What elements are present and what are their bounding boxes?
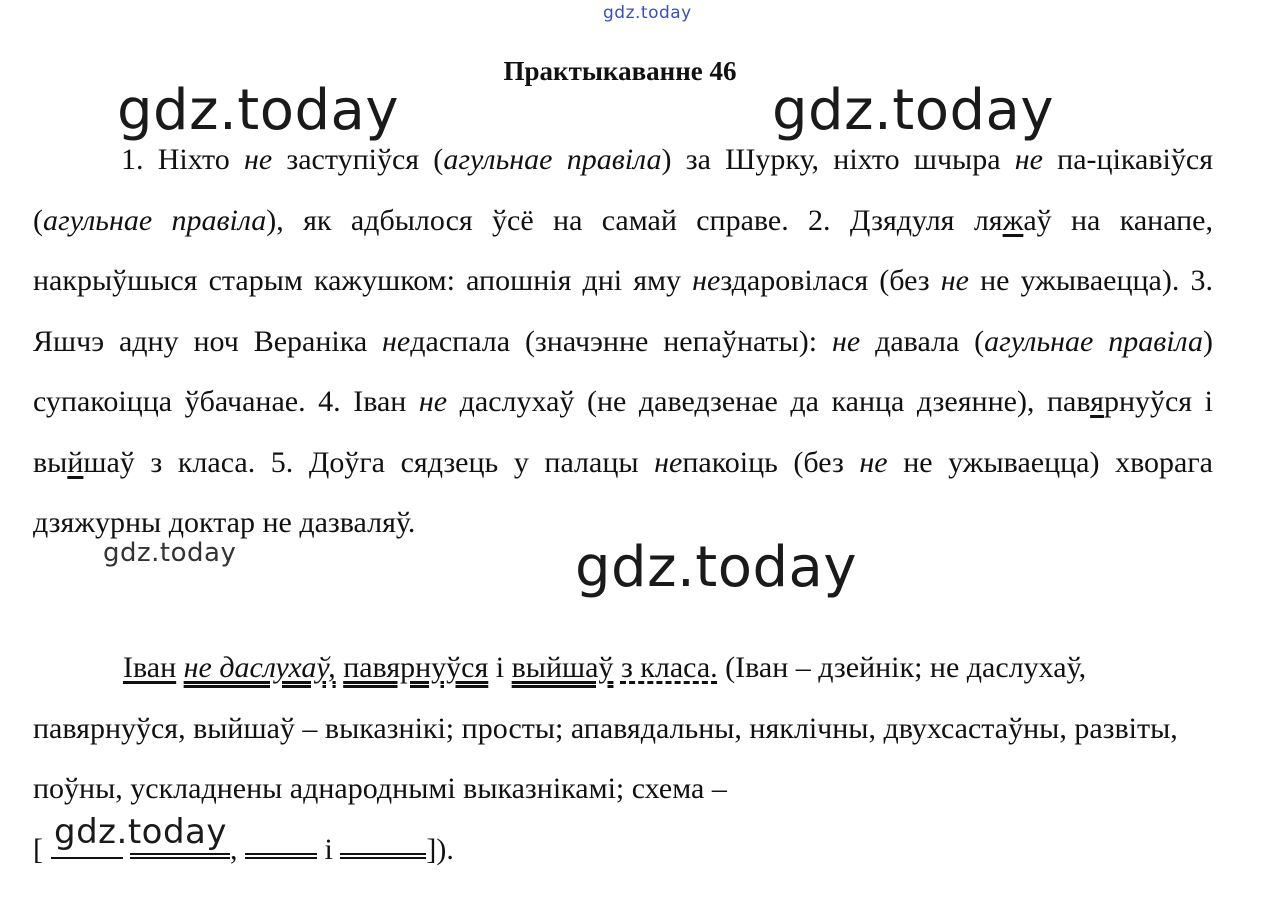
watermark-top: gdz.today <box>603 3 692 23</box>
scheme: [ , і ]). <box>33 832 454 866</box>
watermark-1: gdz.today <box>117 78 400 143</box>
watermark-3: gdz.today <box>103 538 237 568</box>
watermark-5: gdz.today <box>54 812 227 852</box>
watermark-2: gdz.today <box>772 78 1055 143</box>
exercise-paragraph-2: Іван не даслухаў, павярнуўся і выйшаў з класа. (Іван – дзейнік; не даслухаў, павярнуўся, выйшаў – выказнікі; просты; апавядальны, няклічны, двухсастаўны, развіты, поўны, ускладнены аднароднымі выказнікамі; схема – [ , і ]). <box>33 651 1178 866</box>
page-title: Практыкаванне 46 <box>503 56 737 86</box>
watermark-4: gdz.today <box>575 535 858 600</box>
exercise-paragraph-1: 1. Ніхто не заступіўся (агульнае правіла) за Шурку, ніхто шчыра не па-цікавіўся (агульнае правіла), як адбылося ўсё на самай справе. 2. Дзядуля ляжаў на канапе, накрыўшыся старым кажушком: апошнія дні яму нездаровілася (без не не ужываецца). 3. Яшчэ адну ноч Вераніка недаспала (значэнне непаўнаты): не давала (агульнае правіла) супакоіцца ўбачанае. 4. Іван не даслухаў (не даведзенае да канца дзеянне), павярнуўся і выйшаў з класа. 5. Доўга сядзець у палацы непакоіць (без не не ужываецца) хворага дзяжурны доктар не дазваляў. <box>33 143 1214 539</box>
